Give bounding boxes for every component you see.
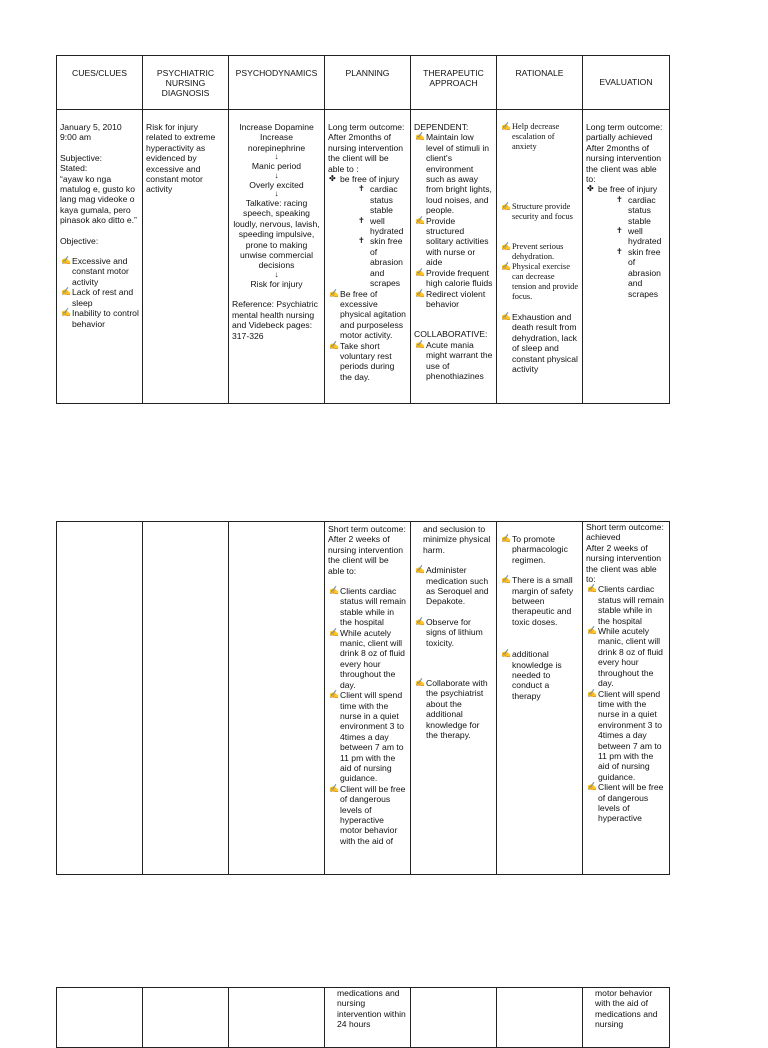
eval-text: After 2months of nursing intervention the client was able to: — [586, 142, 662, 185]
list-item: ✝ skin free of abrasion and scrapes — [358, 236, 403, 289]
diagnosis-cell — [143, 110, 229, 404]
rationale-cell — [497, 988, 583, 1048]
sub-goals — [614, 195, 666, 299]
bullet-icon: ✍ — [329, 586, 339, 596]
arrow-down-icon: ↓ — [274, 189, 279, 199]
bullet-icon: ✍ — [587, 782, 597, 792]
list-item: ✤ be free of injury ✝ cardiac status stable ✝ well hydrated ✝ skin free of abrasion and scrapes — [586, 184, 666, 298]
planning-goals — [328, 174, 407, 382]
psycho-step: Increase norepinephrine — [247, 132, 306, 153]
therapeutic-continued: and seclusion to minimize physical harm. — [423, 524, 491, 555]
rationale-cell — [497, 110, 583, 404]
eval-status: partially achieved — [586, 132, 653, 143]
bullet-icon: ✍ — [415, 288, 425, 298]
list-item: ✍ Prevent serious dehydration. — [501, 242, 564, 261]
header-rationale: RATIONALE — [497, 56, 583, 110]
reference-text: Reference: Psychiatric mental health nursing and Videbeck pages: 317-326 — [232, 299, 318, 341]
cross-bullet-icon: ✝ — [358, 215, 365, 225]
cues-cell — [57, 522, 143, 875]
header-planning: PLANNING — [325, 56, 411, 110]
bullet-icon: ✍ — [501, 312, 511, 321]
list-item: ✍ Help decrease escalation of anxiety — [501, 122, 560, 151]
bullet-icon: ✍ — [329, 690, 339, 700]
cross-bullet-icon: ✝ — [358, 184, 365, 194]
list-item: ✍ Client will be free of dangerous levels of hyperactive motor behavior with the aid of — [329, 783, 406, 846]
list-item: ✍ Provide frequent high calorie fluids — [415, 267, 493, 289]
bullet-icon: ✍ — [415, 339, 425, 349]
list-item: ✍ There is a small margin of safety between therapeutic and toxic doses. — [501, 575, 574, 627]
arrow-down-icon: ↓ — [274, 269, 279, 279]
header-therapeutic: THERAPEUTIC APPROACH — [411, 56, 497, 110]
list-item: ✝ well hydrated — [358, 215, 404, 237]
list-item: ✝ cardiac status stable — [358, 184, 398, 216]
bullet-icon: ✍ — [501, 575, 511, 585]
list-item: ✍ Physical exercise can decrease tension and provide focus. — [501, 262, 579, 301]
list-item: ✍ Administer medication such as Seroquel and Depakote. — [415, 565, 489, 607]
dependent-label: DEPENDENT: — [414, 122, 469, 132]
bullet-icon: ✍ — [587, 584, 597, 594]
bullet-icon: ✍ — [501, 242, 511, 251]
psychodynamics-cell — [229, 522, 325, 875]
rationale-list — [500, 534, 579, 701]
eval-text: After 2 weeks of nursing intervention the client was able to: — [586, 542, 662, 585]
bullet-icon: ✍ — [415, 215, 425, 225]
header-evaluation: EVALUATION — [583, 56, 670, 110]
rationale-list — [500, 122, 579, 152]
long-term-text: After 2months of nursing intervention the client will be able to : — [328, 132, 404, 174]
psycho-step: Risk for injury — [250, 278, 303, 289]
cross-bullet-icon: ✝ — [616, 194, 623, 204]
subjective-label: Subjective: — [60, 152, 103, 163]
bullet-icon: ✍ — [501, 122, 511, 131]
sub-goals — [356, 184, 407, 288]
list-item: ✍ Take short voluntary rest periods during the day. — [329, 340, 395, 382]
evaluation-cell — [583, 988, 670, 1048]
bullet-icon: ✍ — [415, 267, 425, 277]
cross-bullet-icon: ✝ — [358, 236, 365, 246]
psycho-step: Increase Dopamine — [239, 122, 314, 132]
bullet-icon: ✍ — [329, 340, 339, 350]
content-row — [57, 110, 670, 404]
list-item: ✍ Inability to control behavior — [61, 308, 139, 329]
list-item: ✍ Client will spend time with the nurse in a quiet environment 3 to 4times a day between 7 am to 11 pm with the aid of nursing guidance. — [329, 690, 405, 784]
list-item: ✍ While acutely manic, client will drink 8 oz of fluid every hour throughout the day. — [587, 626, 663, 689]
rationale-cell — [497, 522, 583, 875]
bullet-icon: ✍ — [329, 783, 339, 793]
eval-goals — [586, 584, 666, 823]
cross-bullet-icon: ✝ — [616, 246, 623, 256]
rationale-list — [500, 312, 579, 374]
list-item: ✍ Client will spend time with the nurse in a quiet environment 3 to 4times a day between 7 am to 11 pm with the aid of nursing guidance. — [587, 688, 663, 782]
list-item: ✍ Be free of excessive physical agitation and purposeless motor activity. — [329, 288, 406, 341]
care-plan-table-page-1 — [56, 55, 670, 404]
objective-list — [60, 256, 139, 329]
diagnosis-text: Risk for injury related to extreme hyperactivity as evidenced by excessive and constant motor activity — [146, 122, 216, 195]
collaborative-label: COLLABORATIVE: — [414, 329, 488, 340]
list-item: ✍ Provide structured solitary activities with nurse or aide — [415, 215, 489, 268]
objective-label: Objective: — [60, 235, 99, 246]
header-cues: CUES/CLUES — [57, 56, 143, 110]
planning-cell — [325, 522, 411, 875]
header-diagnosis: PSYCHIATRIC NURSING DIAGNOSIS — [143, 56, 229, 110]
short-term-goals — [328, 586, 407, 846]
bullet-icon: ✍ — [501, 202, 511, 211]
header-psychodynamics: PSYCHODYNAMICS — [229, 56, 325, 110]
psychodynamics-cell — [229, 988, 325, 1048]
eval-goals — [586, 184, 666, 298]
list-item: ✍ Observe for signs of lithium toxicity. — [415, 616, 483, 648]
therapeutic-cell — [411, 988, 497, 1048]
psychodynamics-cell — [229, 110, 325, 404]
therapeutic-cell — [411, 522, 497, 875]
header-row — [57, 56, 670, 110]
care-plan-table-page-3 — [56, 987, 670, 1048]
list-item: ✍ Collaborate with the psychiatrist about the additional knowledge for the therapy. — [415, 678, 488, 741]
bullet-icon: ✍ — [329, 627, 339, 637]
arrow-down-icon: ↓ — [274, 170, 279, 180]
diagnosis-cell — [143, 988, 229, 1048]
eval-lt-label: Long term outcome: — [586, 122, 663, 132]
bullet-icon: ✍ — [587, 688, 597, 698]
list-item: ✍ While acutely manic, client will drink 8 oz of fluid every hour throughout the day. — [329, 627, 405, 690]
list-item: ✍ Exhaustion and death result from dehydration, lack of sleep and constant physical activity — [501, 312, 578, 375]
cues-cell — [57, 988, 143, 1048]
list-item: ✍ Redirect violent behavior — [415, 288, 486, 309]
psycho-step: Overly excited — [249, 179, 304, 190]
psycho-step: Manic period — [251, 161, 302, 172]
long-term-label: Long term outcome: — [328, 122, 405, 132]
bullet-icon: ✍ — [61, 256, 71, 266]
eval-status: achieved — [586, 532, 621, 543]
list-item: ✝ skin free of abrasion and scrapes — [616, 246, 661, 299]
short-term-text: After 2 weeks of nursing intervention the client will be able to: — [328, 534, 404, 576]
client-quote: “ayaw ko nga matulog e, gusto ko lang mag videoke o kaya gumala, pero pinasok ako ditto e.” — [60, 173, 137, 226]
therapeutic-list — [414, 565, 493, 740]
bullet-icon: ✍ — [587, 626, 597, 636]
bullet-icon: ✍ — [415, 132, 425, 142]
cross-bullet-icon: ✝ — [616, 226, 623, 236]
bullet-icon: ✍ — [501, 262, 511, 271]
bullet-icon: ✍ — [501, 649, 511, 659]
content-row — [57, 522, 670, 875]
cues-date: January 5, 2010 — [60, 122, 122, 132]
evaluation-continued: motor behavior with the aid of medications and nursing — [595, 988, 658, 1030]
rationale-list — [500, 202, 579, 222]
bullet-icon: ✍ — [501, 534, 511, 543]
content-row — [57, 988, 670, 1048]
planning-cell — [325, 110, 411, 404]
care-plan-table-page-2 — [56, 521, 670, 875]
cues-time: 9:00 am — [60, 132, 92, 143]
planning-continued: medications and nursing intervention within 24 hours — [337, 988, 406, 1030]
psycho-step: Talkative: racing speech, speaking loudly, nervous, lavish, speeding impulsive, prone to making unwise commercial decisions — [233, 198, 320, 271]
diagnosis-cell — [143, 522, 229, 875]
list-item: ✍ Clients cardiac status will remain stable while in the hospital — [329, 586, 406, 628]
bullet-icon: ✍ — [415, 565, 425, 575]
therapeutic-cell — [411, 110, 497, 404]
list-item: ✤ be free of injury ✝ cardiac status stable ✝ well hydrated ✝ skin free of abrasion and scrapes — [328, 174, 407, 288]
collaborative-list — [414, 340, 493, 382]
bullet-icon: ✤ — [587, 184, 594, 194]
short-term-label: Short term outcome: — [328, 524, 406, 534]
arrow-down-icon: ↓ — [274, 152, 279, 162]
evaluation-cell — [583, 522, 670, 875]
bullet-icon: ✍ — [329, 288, 339, 298]
list-item: ✝ well hydrated — [616, 226, 662, 247]
bullet-icon: ✍ — [61, 308, 71, 318]
list-item: ✍ To promote pharmacologic regimen. — [501, 534, 568, 565]
list-item: ✍ additional knowledge is needed to conduct a therapy — [501, 649, 562, 701]
stated-label: Stated: — [60, 163, 88, 174]
bullet-icon: ✍ — [415, 616, 425, 626]
bullet-icon: ✤ — [329, 174, 336, 184]
list-item: ✝ cardiac status stable — [616, 194, 656, 226]
list-item: ✍ Client will be free of dangerous levels of hyperactive — [587, 782, 664, 824]
list-item: ✍ Clients cardiac status will remain stable while in the hospital — [587, 584, 664, 626]
list-item: ✍ Acute mania might warrant the use of phenothiazines — [415, 339, 493, 381]
list-item: ✍ Maintain low level of stimuli in client's environment such as away from bright lights, loud noises, and people. — [415, 132, 492, 216]
dependent-list — [414, 132, 493, 309]
bullet-icon: ✍ — [415, 678, 425, 688]
eval-st-label: Short term outcome: — [586, 522, 664, 532]
list-item: ✍ Structure provide security and focus — [501, 202, 573, 221]
list-item: ✍ Lack of rest and sleep — [61, 287, 134, 308]
bullet-icon: ✍ — [61, 287, 71, 297]
planning-cell — [325, 988, 411, 1048]
evaluation-cell — [583, 110, 670, 404]
cues-cell — [57, 110, 143, 404]
rationale-list — [500, 242, 579, 302]
list-item: ✍ Excessive and constant motor activity — [61, 256, 129, 287]
